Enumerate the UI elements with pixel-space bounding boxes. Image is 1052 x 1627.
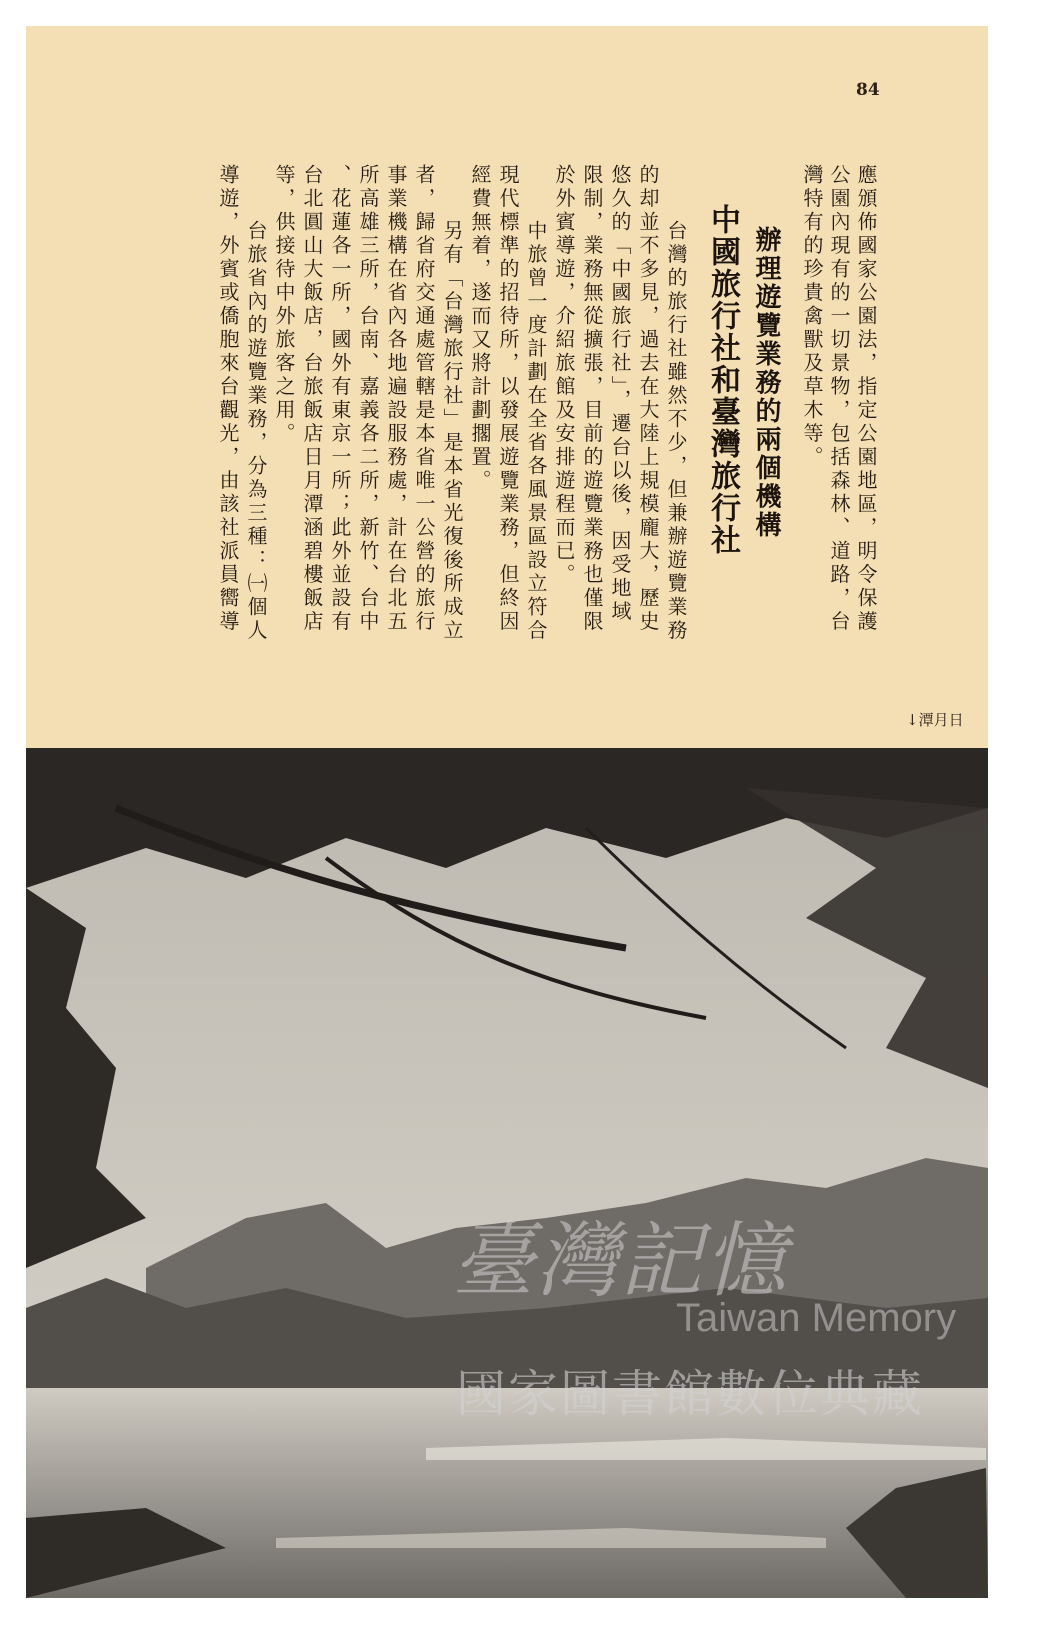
watermark-main-text: 臺灣記憶 bbox=[452, 1214, 788, 1309]
body-column-9: 另有「台灣旅行社」是本省光復後所成立 bbox=[440, 220, 464, 643]
body-column-13: 、花蓮各一所，國外有東京一所；此外並設有 bbox=[328, 164, 352, 634]
magazine-page bbox=[26, 26, 988, 1598]
watermark-sub-text: 國家圖書館數位典藏 bbox=[456, 1365, 924, 1423]
intro-column-1: 應頒佈國家公園法，指定公園地區，明令保護 bbox=[854, 164, 878, 634]
section-heading-line-1: 辦理遊覽業務的兩個機構 bbox=[751, 226, 781, 540]
body-column-6: 中旅曾一度計劃在全省各風景區設立符合 bbox=[524, 220, 548, 643]
body-column-10: 者，歸省府交通處管轄是本省唯一公營的旅行 bbox=[412, 164, 436, 634]
body-column-4: 限制，業務無從擴張，目前的遊覽業務也僅限 bbox=[580, 164, 604, 634]
body-column-15: 等，供接待中外旅客之用。 bbox=[272, 164, 296, 446]
body-column-7: 現代標準的招待所，以發展遊覽業務，但終因 bbox=[496, 164, 520, 634]
page-number: 84 bbox=[856, 80, 880, 100]
intro-column-2: 公園內現有的一切景物，包括森林、道路，台 bbox=[827, 164, 851, 634]
body-column-5: 於外賓導遊，介紹旅館及安排遊程而已。 bbox=[552, 164, 576, 587]
intro-column-3: 灣特有的珍貴禽獸及草木等。 bbox=[800, 164, 824, 470]
body-column-1: 台灣的旅行社雖然不少，但兼辦遊覽業務 bbox=[664, 220, 688, 643]
watermark-english-text: Taiwan Memory bbox=[676, 1296, 957, 1340]
body-column-3: 悠久的「中國旅行社」，遷台以後，因受地域 bbox=[608, 164, 632, 624]
body-column-16: 台旅省內的遊覽業務，分為三種：㈠個人 bbox=[244, 220, 268, 643]
section-heading-line-2: 中國旅行社和臺灣旅行社 bbox=[705, 204, 740, 556]
lake-photograph bbox=[26, 748, 988, 1598]
body-column-11: 事業機構在省內各地遍設服務處，計在台北五 bbox=[384, 164, 408, 634]
body-column-14: 台北圓山大飯店，台旅飯店日月潭涵碧樓飯店 bbox=[300, 164, 324, 634]
body-column-8: 經費無着，遂而又將計劃擱置。 bbox=[468, 164, 492, 493]
library-watermark bbox=[426, 1176, 986, 1476]
article-text bbox=[62, 164, 878, 724]
photo-caption: ↓潭月日 bbox=[906, 711, 964, 729]
body-column-17: 導遊，外賓或僑胞來台觀光，由該社派員嚮導 bbox=[216, 164, 240, 634]
body-column-2: 的却並不多見，過去在大陸上規模龐大，歷史 bbox=[636, 164, 660, 634]
body-column-12: 所高雄三所，台南、嘉義各二所，新竹、台中 bbox=[356, 164, 380, 634]
